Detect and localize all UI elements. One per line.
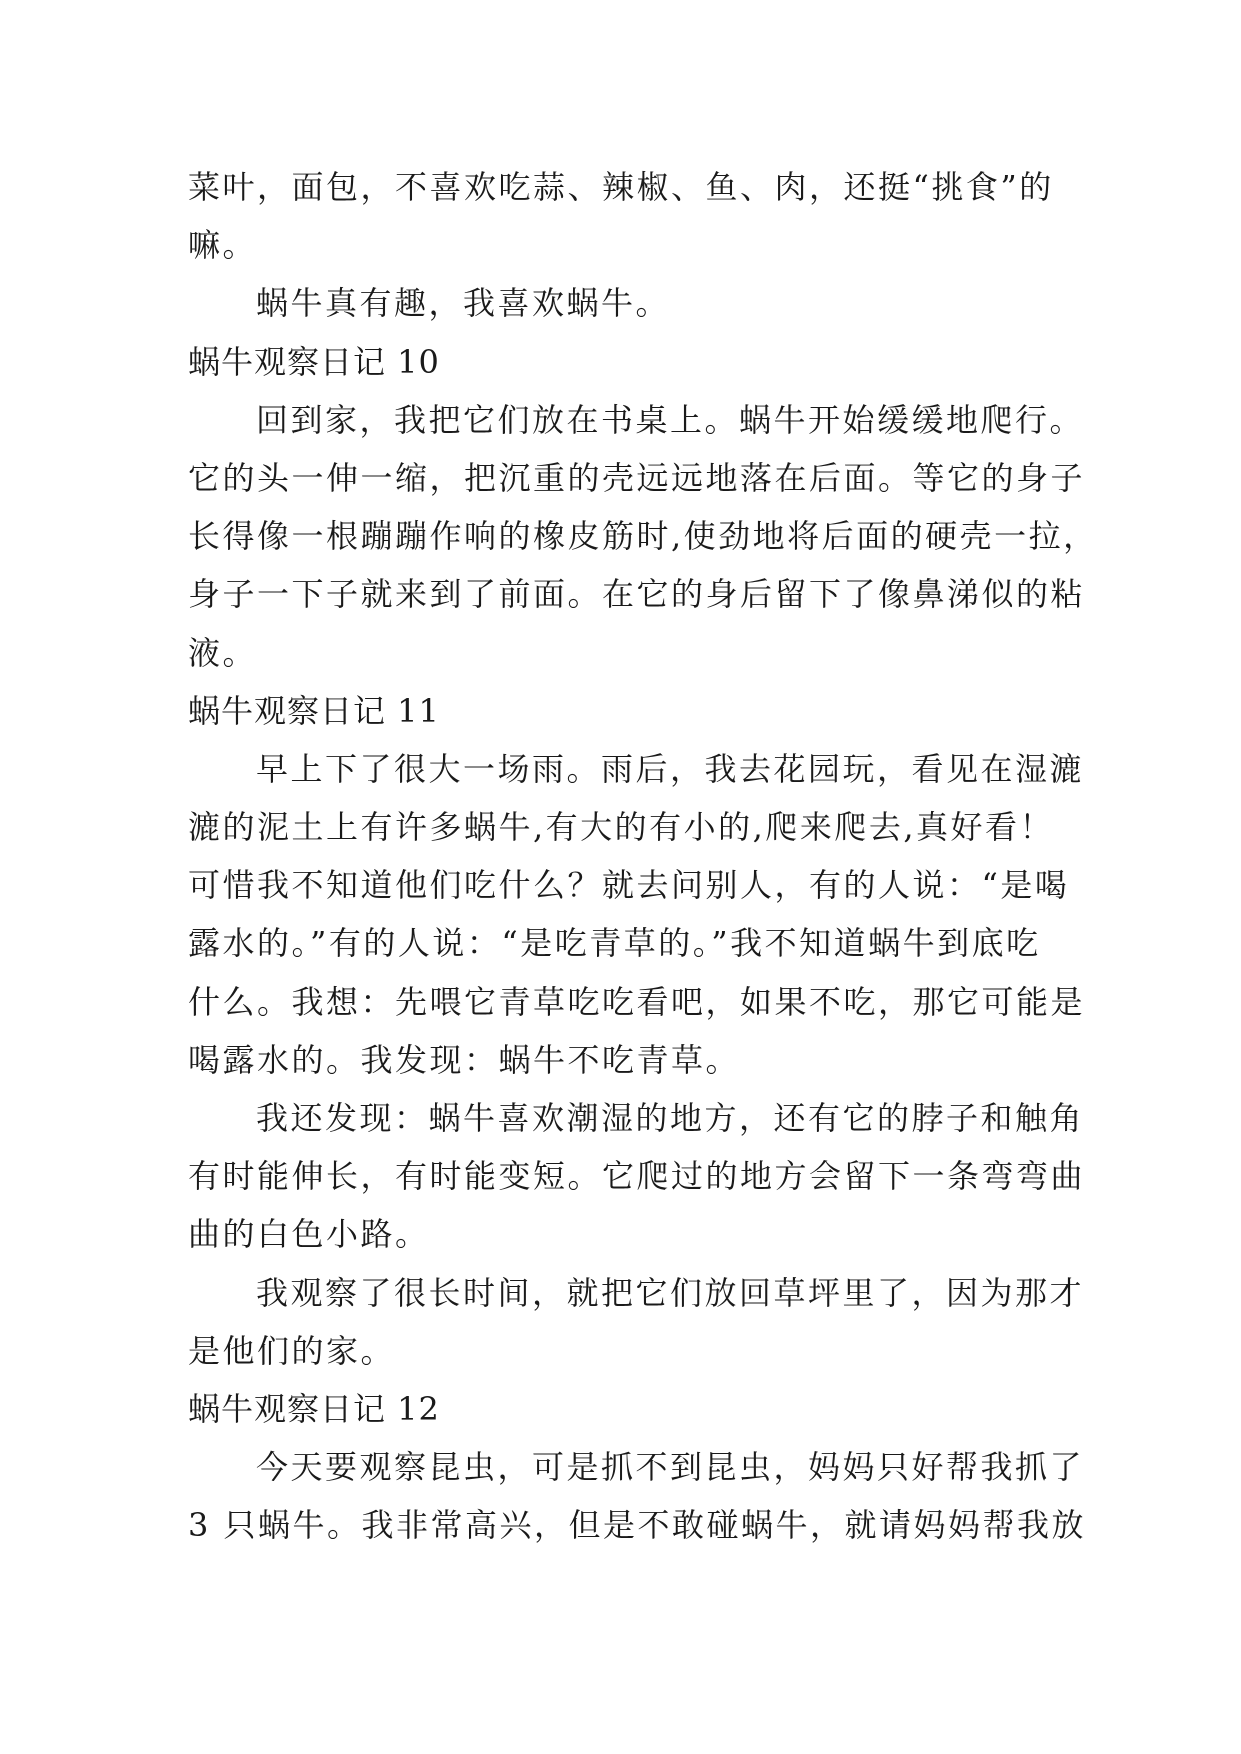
text-line: 露水的。”有的人说：“是吃青草的。”我不知道蜗牛到底吃 bbox=[188, 924, 1041, 963]
text-line: 我还发现：蜗牛喜欢潮湿的地方，还有它的脖子和触角 bbox=[256, 1099, 1085, 1137]
text-line: 可惜我不知道他们吃什么？就去问别人，有的人说：“是喝 bbox=[188, 866, 1070, 905]
text-line: 喝露水的。我发现：蜗牛不吃青草。 bbox=[188, 1040, 741, 1079]
text-line: 今天要观察昆虫，可是抓不到昆虫，妈妈只好帮我抓了 bbox=[256, 1448, 1085, 1487]
text-line: 什么。我想：先喂它青草吃吃看吧，如果不吃，那它可能是 bbox=[188, 982, 1086, 1021]
section-heading: 蜗牛观察日记 12 bbox=[188, 1389, 440, 1428]
text-line: 身子一下子就来到了前面。在它的身后留下了像鼻涕似的粘 bbox=[188, 575, 1086, 614]
text-line: 它的头一伸一缩，把沉重的壳远远地落在后面。等它的身子 bbox=[188, 458, 1086, 497]
text-line: 3 只蜗牛。我非常高兴，但是不敢碰蜗牛，就请妈妈帮我放 bbox=[188, 1506, 1087, 1545]
text-line: 早上下了很大一场雨。雨后，我去花园玩，看见在湿漉 bbox=[256, 749, 1085, 788]
text-line: 菜叶，面包，不喜欢吃蒜、辣椒、鱼、肉，还挺“挑食”的 bbox=[188, 168, 1054, 206]
text-line: 嘛。 bbox=[188, 226, 258, 265]
text-line: 长得像一根蹦蹦作响的橡皮筋时,使劲地将后面的硬壳一拉， bbox=[188, 517, 1098, 556]
text-line: 蜗牛真有趣，我喜欢蜗牛。 bbox=[256, 284, 671, 323]
section-heading: 蜗牛观察日记 11 bbox=[188, 691, 440, 730]
text-line: 我观察了很长时间，就把它们放回草坪里了，因为那才 bbox=[256, 1273, 1085, 1312]
document-body bbox=[188, 158, 1098, 1555]
text-line: 回到家，我把它们放在书桌上。蜗牛开始缓缓地爬行。 bbox=[256, 400, 1085, 439]
text-line: 液。 bbox=[188, 633, 258, 672]
text-line: 有时能伸长，有时能变短。它爬过的地方会留下一条弯弯曲 bbox=[188, 1157, 1086, 1196]
text-line: 漉的泥土上有许多蜗牛,有大的有小的,爬来爬去,真好看！ bbox=[188, 808, 1055, 847]
section-heading: 蜗牛观察日记 10 bbox=[188, 342, 440, 381]
text-line: 是他们的家。 bbox=[188, 1331, 396, 1370]
text-line: 曲的白色小路。 bbox=[188, 1215, 430, 1254]
